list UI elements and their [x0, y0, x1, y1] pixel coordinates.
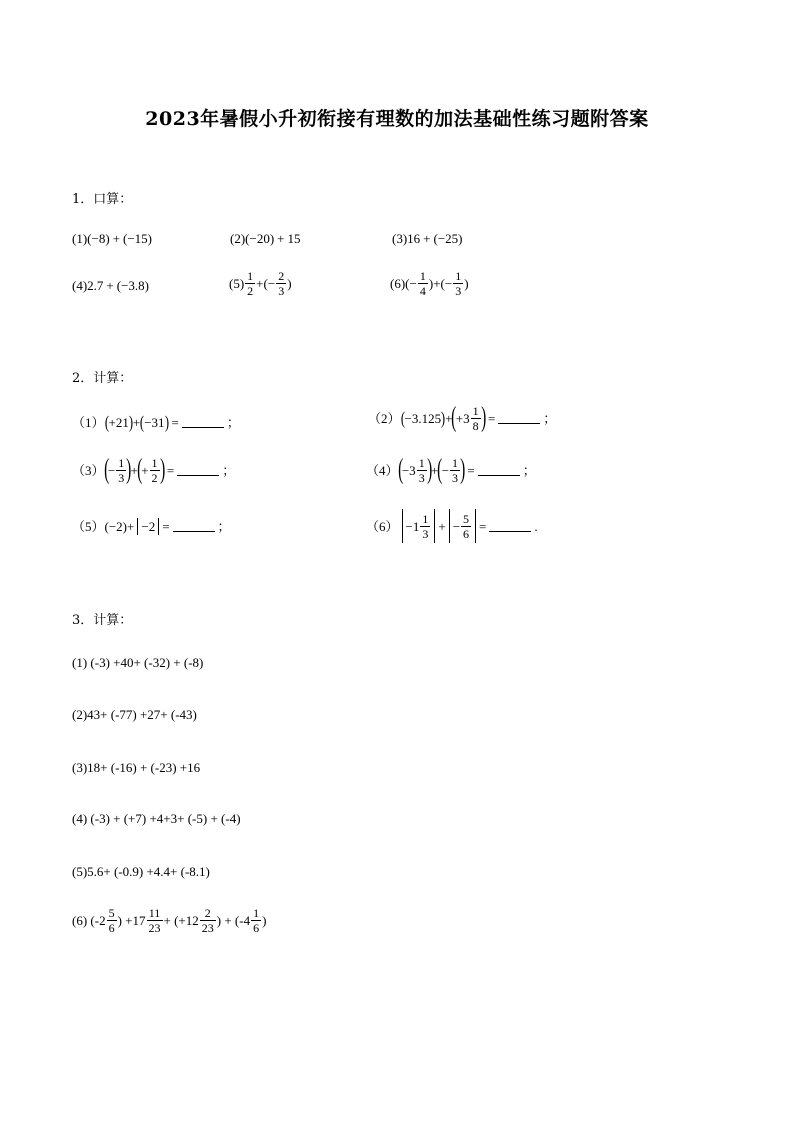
fraction: $\frac{1}{3}$ — [418, 455, 425, 485]
fraction: $\frac{2}{23}$ — [201, 906, 214, 935]
q3-item-3: (3)18+ (-16) + (-23) +16 — [72, 760, 201, 775]
fraction: $\frac{1}{6}$ — [253, 906, 260, 935]
q1-item-5: (5) $\frac{1}{2}$ + (− $\frac{2}{3}$ ) — [229, 269, 292, 298]
fraction: $\frac{5}{6}$ — [463, 511, 470, 541]
q1-item-4: (4) 2.7 + (−3.8) — [72, 278, 150, 293]
fraction: $\frac{1}{3}$ — [455, 269, 462, 298]
fraction: $\frac{1}{2}$ — [247, 269, 254, 298]
q3-item-1: (1) (-3) +40+ (-32) + (-8) — [72, 655, 204, 670]
q2-item-1: （1） ( +21 ) + ( −31 ) = ； — [72, 412, 240, 432]
q2-item-4: （4） ( −3 $\frac{1}{3}$ ) + ( − $\frac{1}{3}$ ) = ； — [366, 454, 536, 485]
answer-blank — [498, 423, 540, 424]
answer-blank — [177, 475, 219, 476]
fraction: $\frac{1}{4}$ — [419, 269, 426, 298]
q2-item-3: （3） ( − $\frac{1}{3}$ ) + ( + $\frac{1}{2}$ ) = ； — [72, 454, 236, 485]
q3-heading: 3．计算： — [72, 613, 133, 628]
q2-heading: 2．计算： — [72, 371, 133, 386]
q1-item-1: (1) (−8) + (−15) — [72, 231, 153, 246]
q2-item-2: （2） ( −3.125 ) + ( +3 $\frac{1}{8}$ ) = ； — [368, 402, 557, 433]
fraction: $\frac{1}{3}$ — [422, 511, 429, 541]
q3-item-5: (5)5.6+ (-0.9) +4.4+ (-8.1) — [72, 864, 210, 879]
q1-item-3: (3) 16 + (−25) — [392, 231, 463, 246]
answer-blank — [478, 475, 520, 476]
fraction: $\frac{1}{3}$ — [452, 455, 459, 485]
answer-blank — [173, 531, 215, 532]
q2-item-6: （6） −1 $\frac{1}{3}$ + − $\frac{5}{6}$ = . — [366, 509, 538, 543]
fraction: $\frac{5}{6}$ — [108, 906, 115, 935]
q3-item-2: (2)43+ (-77) +27+ (-43) — [72, 707, 197, 722]
answer-blank — [489, 531, 531, 532]
page-title: 2023年暑假小升初衔接有理数的加法基础性练习题附答案 — [145, 108, 649, 130]
answer-blank — [182, 427, 224, 428]
q2-item-5: （5） (−2) + −2 = ； — [72, 519, 231, 534]
fraction: $\frac{2}{3}$ — [278, 269, 285, 298]
fraction: $\frac{1}{8}$ — [472, 403, 479, 433]
fraction: $\frac{11}{23}$ — [148, 906, 161, 935]
q3-item-6: (6) (-2 $\frac{5}{6}$ ) +17 $\frac{11}{23}$ + (+12 $\frac{2}{23}$ ) + (-4 $\frac{1}{6}$ ) — [72, 906, 267, 935]
q1-item-2: (2) (−20) + 15 — [230, 231, 301, 246]
q3-item-4: (4) (-3) + (+7) +4+3+ (-5) + (-4) — [72, 811, 241, 826]
fraction: $\frac{1}{2}$ — [151, 455, 158, 485]
q1-item-6: (6) (− $\frac{1}{4}$ ) + (− $\frac{1}{3}$ ) — [390, 269, 469, 298]
q1-heading: 1．口算： — [72, 192, 133, 207]
fraction: $\frac{1}{3}$ — [118, 455, 125, 485]
